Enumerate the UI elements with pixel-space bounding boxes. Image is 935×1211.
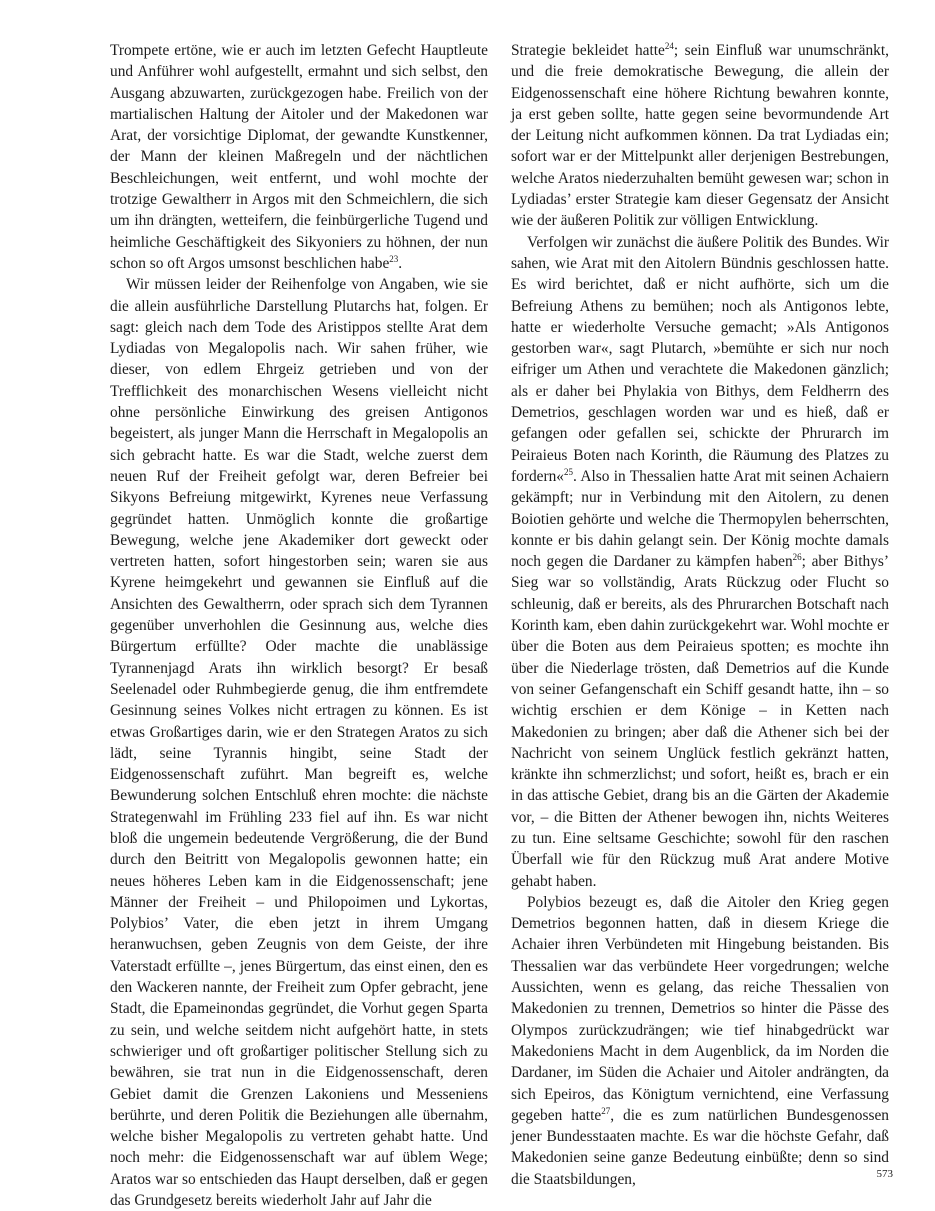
paragraph bbox=[511, 40, 889, 232]
paragraph bbox=[511, 892, 889, 1190]
footnote-ref[interactable]: 25 bbox=[564, 466, 573, 477]
paragraph-text: Trompete ertöne, wie er auch im letzten Gefecht Hauptleute und Anführer wohl aufgestellt, ermahnt und sich selbst, den Ausgang abzuwarten, zurückgezogen habe. Freilich von der martialischen Haltung der Aitoler und der Makedonen war Arat, der vorsichtige Diplomat, der gewandte Kunstkenner, der Mann der kleinen Maßregeln und der nächtlichen Beschleichungen, weit entfernt, und wohl mochte der trotzige Gewaltherr in Argos mit den Schmeichlern, die sich um ihn drängten, wetteifern, die feinbürgerliche Tugend und heimliche Geschäftigkeit des Sikyoniers zu höhnen, der nun schon so oft Argos umsonst beschlichen habe bbox=[110, 42, 488, 272]
paragraph bbox=[110, 40, 488, 274]
paragraph-text: ; aber Bithys’ Sieg war so vollständig, Arats Rückzug oder Flucht so schleunig, daß er bereits, als des Phrurarchen Botschaft nach Korinth kam, eben dahin zurückgekehrt war. Wohl mochte er über die Boten aus dem Peiraieus spotten; es mochte ihn über die Niederlage trösten, daß Demetrios auf die Kunde von seiner Gefangenschaft ein Schiff gesandt hatte, ihn – so wichtig erschien er dem Könige – in Ketten nach Makedonien zu bringen; aber daß die Athener sich bei der Nachricht von seinem Unglück festlich gekränzt hatten, kränkte ihn schmerzlichst; und sofort, heißt es, brach er ein in das attische Gebiet, drang bis an die Gärten der Akademie vor, – die Bitten der Athener bewogen ihn, nichts Weiteres zu tun. Eine seltsame Geschichte; sowohl für den raschen Überfall wie für den Rückzug muß Arat andere Motive gehabt haben. bbox=[511, 553, 890, 890]
paragraph-text: Polybios bezeugt es, daß die Aitoler den Krieg gegen Demetrios begonnen hatten, daß in diesem Kriege die Achaier ihren Verbündeten mit Hingebung beistanden. Bis Thessalien war das verbündete Heer vorgedrungen; welche Aussichten, wenn es gelang, das reiche Thessalien von Makedonien zu trennen, Demetrios so hinter die Pässe des Olympos zurückzudrängen; wie tief hinabgedrückt war Makedoniens Macht in dem Augenblick, da im Norden die Dardaner, im Süden die Achaier und Aitoler andrängten, da sich Epeiros, das Königtum vernichtend, eine Verfassung gegeben hatte bbox=[511, 893, 889, 1124]
paragraph bbox=[511, 232, 889, 892]
paragraph-text: Strategie bekleidet hatte bbox=[511, 42, 665, 59]
footnote-ref[interactable]: 23 bbox=[389, 253, 399, 264]
paragraph-text: Verfolgen wir zunächst die äußere Politik des Bundes. Wir sahen, wie Arat mit den Aitolern Bündnis geschlossen hatte. Es wird berichtet, daß er nicht aufhörte, sich um die Befreiung Athens zu bemühen; noch als Antigonos lebte, hatte er wiederholte Versuche gemacht; »Als Antigonos gestorben war«, sagt Plutarch, »bemühte er sich nur noch eifriger um Athen und verachtete die Makedonen gänzlich; als er daher bei Phylakia von Bithys, dem Feldherrn des Demetrios, geschlagen worden war und es hieß, daß er gefangen oder gefallen sei, schickte der Phrurarch im Peiraieus Boten nach Korinth, die Räumung des Platzes zu fordern« bbox=[511, 233, 889, 485]
footnote-ref[interactable]: 24 bbox=[664, 40, 674, 51]
paragraph-text: . bbox=[398, 254, 403, 272]
paragraph-text: ; sein Einfluß war unumschränkt, und die freie demokratische Bewegung, die allein der Eidgenossenschaft eine höhere Richtung bewahren konnte, ja erst geben sollte, hatte gegen seine bevormundende Art der Leitung nicht aufkommen können. Da trat Lydiadas ein; sofort war er der Mittelpunkt aller derjenigen Bestrebungen, welche Aratos niederzuhalten bemüht gewesen war; schon in Lydiadas’ erster Strategie kam dieser Gegensatz der Ansicht wie der äußeren Politik zur völligen Entwicklung. bbox=[511, 42, 889, 230]
paragraph-text: Wir müssen leider der Reihenfolge von Angaben, wie sie die allein ausführliche Darstellung Plutarchs hat, folgen. Er sagt: gleich nach dem Tode des Aristippos stellte Arat dem Lydiadas von Megalopolis nach. Wir sahen früher, wie dieser, von edlem Ehrgeiz getrieben und von der Trefflichkeit des monarchischen Wesens vielleicht nicht ohne persönliche Einwirkung des greisen Antigonos begeistert, als junger Mann die Herrschaft in Megalopolis an sich gebracht hatte. Es war die Stadt, welche zuerst dem neuen Ruf der Freiheit gefolgt war, deren Befreier bei Sikyons Befreiung mitgewirkt, Kyrenes neue Verfassung gegründet hatten. Unmöglich konnte die großartige Bewegung, welche jene Akademiker dort geweckt oder vertreten hatten, sofort hingestorben sein; waren sie aus Kyrene heimgekehrt und gewannen sie Einfluß auf die Ansichten des Gewaltherrn, oder sprach sich dem Tyrannen gegenüber unverhohlen die Gesinnung aus, welche dies Bürgertum erfüllte? Oder machte die unablässige Tyrannenjagd Arats ihn wirklich besorgt? Er besaß Seelenadel oder Ruhmbegierde genug, die ihm entfremdete Gesinnung seines Volkes nicht ertragen zu können. Es ist etwas Großartiges darin, wie er den Strategen Aratos zu sich lädt, seine Tyrannis hingibt, seine Stadt der Eidgenossenschaft zuführt. Man begreift es, welche Bewunderung solchen Entschluß ehren mochte: die nächste Strategenwahl im Frühling 233 fiel auf ihn. Es war nicht bloß die ungemein bedeutende Vergrößerung, die der Bund durch den Beitritt von Megalopolis gewonnen hatte; ein neues höheres Leben kam in die Eidgenossenschaft; jene Männer der Freiheit – und Philopoimen und Lykortas, Polybios’ Vater, die eben jetzt in ihrem Umgang heranwuchsen, geben Zeugnis von dem Geiste, der ihre Vaterstadt erfüllte –, jenes Bürgertum, das einst einen, den es den Wackeren nannte, der Freiheit zum Opfer gebracht, jene Stadt, die Epameinondas gegründet, die Vorhut gegen Sparta zu sein, und welche seitdem nicht aufgehört hatte, in stets schwieriger und oft großartiger politischer Stellung sich zu bewähren, sie trat nun in die Eidgenossenschaft, deren Gebiet damit die Grenzen Lakoniens und Messeniens berührte, und deren Politik die Beziehungen alle übernahm, welche bisher Megalopolis zu vertreten gehabt hatte. Und noch mehr: die Eidgenossenschaft war auf üblem Wege; Aratos war so entschieden das Haupt derselben, daß er gegen das Grundgesetz bereits wiederholt Jahr auf Jahr die bbox=[110, 276, 488, 1210]
footnote-ref[interactable]: 26 bbox=[792, 552, 802, 562]
paragraph-text: . Also in Thessalien hatte Arat mit seinen Achaiern gekämpft; nur in Verbindung mit den Aitolern, zu denen Boiotien gehörte und welche die Thermopylen beherrschten, konnte er bis dahin gelangt sein. Der König mochte damals noch gegen die Dardaner zu kämpfen haben bbox=[511, 467, 889, 571]
paragraph bbox=[110, 274, 488, 1211]
footnote-ref[interactable]: 27 bbox=[601, 1105, 611, 1116]
left-column bbox=[110, 40, 488, 1211]
paragraph-text: , die es zum natürlichen Bundesgenossen jener Bundesstaaten machte. Es war die höchste Gefahr, daß Makedonien seine ganze Bedeutung einbüßte; denn so sind die Staatsbildungen, bbox=[511, 1106, 889, 1188]
page-number: 573 bbox=[876, 1168, 893, 1180]
right-column bbox=[511, 40, 889, 1190]
